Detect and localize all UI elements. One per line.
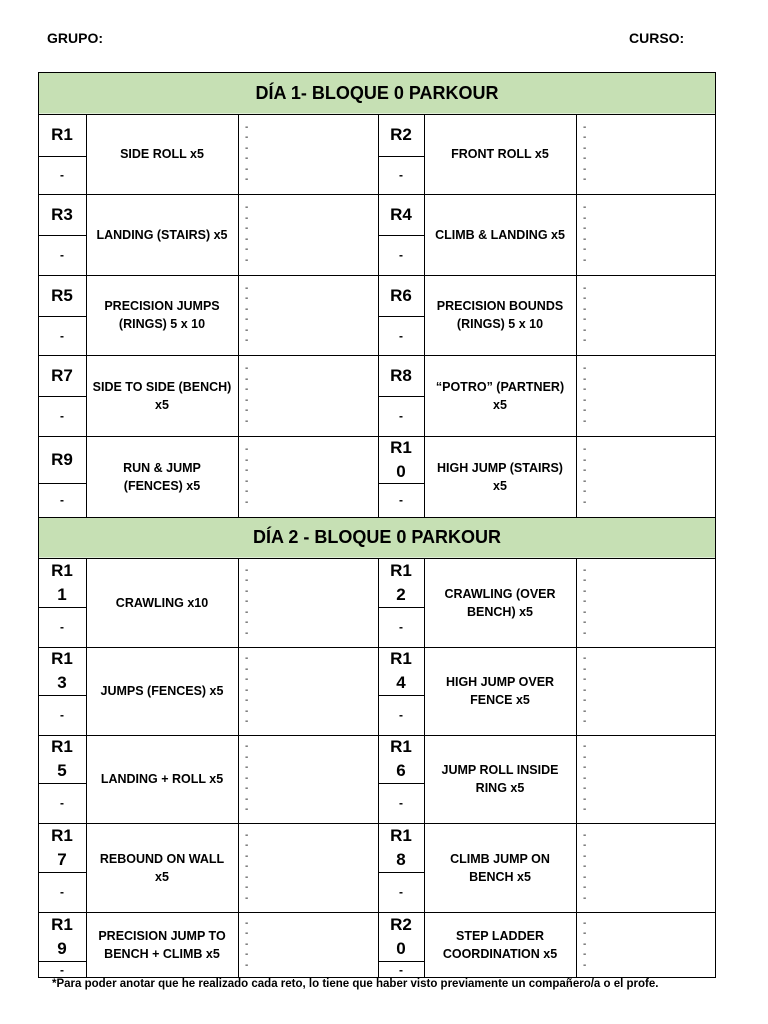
challenge-code-part: R1 bbox=[51, 125, 73, 144]
check-dash-list bbox=[583, 825, 603, 910]
check-dash-list bbox=[583, 737, 603, 821]
challenge-code bbox=[378, 436, 424, 483]
code-check-mark: - bbox=[399, 962, 403, 977]
challenge-code-part: 4 bbox=[396, 673, 406, 692]
check-dash: - bbox=[245, 959, 249, 971]
challenge-code-part: 3 bbox=[57, 673, 67, 692]
check-dash: - bbox=[245, 121, 249, 133]
check-dash-list bbox=[245, 357, 265, 434]
challenge-code-part: R1 bbox=[390, 649, 412, 668]
check-dash-list bbox=[583, 116, 603, 192]
challenge-task: CRAWLING x10 bbox=[115, 595, 209, 610]
challenge-task: STEP LADDER COORDINATION x5 bbox=[442, 929, 558, 961]
challenge-code-part: R1 bbox=[390, 560, 412, 580]
check-dash: - bbox=[245, 917, 249, 929]
check-dash: - bbox=[245, 705, 249, 717]
check-dash: - bbox=[245, 663, 249, 675]
check-dash: - bbox=[583, 959, 587, 971]
check-dash: - bbox=[583, 751, 587, 763]
challenge-task: HIGH JUMP OVER FENCE x5 bbox=[445, 675, 555, 707]
check-dash: - bbox=[583, 783, 587, 795]
check-dash: - bbox=[583, 394, 587, 406]
check-dash-list bbox=[245, 277, 265, 353]
code-check-mark: - bbox=[60, 962, 64, 977]
check-dash: - bbox=[583, 254, 587, 266]
check-dash: - bbox=[583, 324, 587, 336]
challenge-code-part: 0 bbox=[396, 461, 406, 481]
challenge-code bbox=[378, 355, 424, 396]
check-dash: - bbox=[583, 486, 587, 497]
check-dash: - bbox=[245, 174, 249, 185]
code-check-mark: - bbox=[60, 620, 64, 634]
challenge-task: LANDING + ROLL x5 bbox=[100, 772, 224, 786]
curso-label: CURSO: bbox=[629, 30, 685, 46]
check-dash: - bbox=[583, 928, 587, 940]
check-dash: - bbox=[583, 415, 587, 427]
check-dash: - bbox=[245, 314, 249, 325]
check-dash: - bbox=[583, 772, 587, 784]
check-dash: - bbox=[245, 793, 249, 805]
challenge-code bbox=[378, 647, 424, 695]
check-dash: - bbox=[583, 132, 587, 143]
check-dash: - bbox=[245, 223, 249, 234]
challenge-code bbox=[38, 647, 86, 695]
challenge-code bbox=[378, 823, 424, 872]
check-dash-list bbox=[583, 560, 603, 645]
check-dash: - bbox=[245, 564, 249, 576]
check-dash-list bbox=[245, 649, 265, 733]
challenge-code-part: R1 bbox=[390, 437, 412, 457]
check-dash: - bbox=[583, 405, 587, 416]
check-dash: - bbox=[245, 882, 249, 894]
check-dash-list bbox=[245, 914, 265, 976]
check-dash: - bbox=[583, 882, 587, 894]
check-dash: - bbox=[583, 829, 587, 841]
check-dash: - bbox=[583, 850, 587, 862]
code-check-mark: - bbox=[399, 885, 403, 899]
check-dash: - bbox=[245, 695, 249, 707]
challenge-code-part: 5 bbox=[57, 761, 67, 780]
challenge-task: FRONT ROLL x5 bbox=[451, 147, 549, 161]
check-dash: - bbox=[583, 444, 587, 455]
challenge-code-part: 0 bbox=[396, 938, 406, 958]
challenge-code-part: R2 bbox=[390, 125, 412, 144]
check-dash: - bbox=[583, 575, 587, 587]
check-dash: - bbox=[245, 585, 249, 597]
challenge-code bbox=[378, 275, 424, 316]
check-dash: - bbox=[583, 617, 587, 629]
challenge-code-part: R4 bbox=[390, 204, 412, 224]
check-dash: - bbox=[245, 928, 249, 940]
code-check-mark: - bbox=[399, 248, 403, 262]
check-dash: - bbox=[245, 233, 249, 245]
check-dash: - bbox=[583, 938, 587, 950]
check-dash: - bbox=[583, 314, 587, 325]
check-dash: - bbox=[245, 871, 249, 883]
check-dash: - bbox=[245, 153, 249, 164]
check-dash: - bbox=[245, 303, 249, 315]
check-dash: - bbox=[245, 716, 249, 728]
code-check-mark: - bbox=[60, 168, 64, 182]
check-dash-list bbox=[245, 560, 265, 645]
challenge-task: JUMPS (FENCES) x5 bbox=[100, 684, 224, 698]
check-dash-list bbox=[245, 116, 265, 192]
code-check-mark: - bbox=[60, 796, 64, 810]
check-dash: - bbox=[245, 617, 249, 629]
check-dash: - bbox=[583, 871, 587, 883]
challenge-task: CLIMB JUMP ON BENCH x5 bbox=[450, 851, 550, 884]
check-dash: - bbox=[583, 496, 587, 508]
challenge-code bbox=[38, 912, 86, 961]
check-dash: - bbox=[245, 949, 249, 961]
check-dash: - bbox=[245, 892, 249, 904]
challenge-code bbox=[38, 436, 86, 483]
challenge-code bbox=[378, 735, 424, 783]
challenge-code-part: 2 bbox=[396, 584, 406, 604]
check-dash: - bbox=[583, 762, 587, 774]
check-dash: - bbox=[245, 475, 249, 487]
challenge-task: CRAWLING (OVER BENCH) x5 bbox=[444, 586, 556, 619]
check-dash: - bbox=[245, 575, 249, 587]
code-check-mark: - bbox=[399, 708, 403, 722]
check-dash: - bbox=[245, 684, 249, 696]
check-dash: - bbox=[245, 751, 249, 763]
challenge-code bbox=[378, 114, 424, 156]
check-dash: - bbox=[583, 212, 587, 224]
challenge-code bbox=[38, 114, 86, 156]
challenge-code-part: R1 bbox=[51, 737, 73, 756]
check-dash: - bbox=[245, 163, 249, 175]
check-dash: - bbox=[245, 454, 249, 466]
day1-title: DÍA 1- BLOQUE 0 PARKOUR bbox=[255, 82, 499, 103]
check-dash: - bbox=[583, 804, 587, 816]
challenge-task: PRECISION BOUNDS (RINGS) 5 x 10 bbox=[436, 299, 564, 331]
check-dash: - bbox=[245, 486, 249, 497]
check-dash-list bbox=[583, 357, 603, 434]
check-dash: - bbox=[583, 335, 587, 346]
check-dash-list bbox=[583, 649, 603, 733]
check-dash: - bbox=[583, 475, 587, 487]
check-dash: - bbox=[583, 564, 587, 576]
check-dash: - bbox=[245, 254, 249, 266]
code-check-mark: - bbox=[60, 328, 64, 343]
check-dash: - bbox=[245, 606, 249, 618]
check-dash: - bbox=[245, 373, 249, 385]
challenge-code-part: R8 bbox=[390, 365, 412, 385]
check-dash: - bbox=[583, 674, 587, 686]
check-dash: - bbox=[583, 684, 587, 696]
check-dash: - bbox=[245, 324, 249, 336]
code-check-mark: - bbox=[399, 168, 403, 182]
challenge-task: CLIMB & LANDING x5 bbox=[435, 227, 565, 242]
check-dash: - bbox=[583, 282, 587, 294]
footnote: *Para poder anotar que he realizado cada reto, lo tiene que haber visto previamente un compañero/a o el profe. bbox=[52, 978, 659, 990]
check-dash: - bbox=[245, 202, 249, 213]
check-dash: - bbox=[245, 596, 249, 608]
check-dash: - bbox=[245, 415, 249, 427]
challenge-code-part: 8 bbox=[396, 849, 406, 869]
check-dash: - bbox=[583, 861, 587, 873]
challenge-task: RUN & JUMP (FENCES) x5 bbox=[123, 460, 201, 493]
check-dash: - bbox=[245, 829, 249, 841]
check-dash: - bbox=[245, 282, 249, 294]
challenge-task: “POTRO” (PARTNER) x5 bbox=[435, 379, 565, 412]
check-dash: - bbox=[245, 938, 249, 950]
challenge-code-part: R2 bbox=[390, 914, 412, 934]
code-check-mark: - bbox=[399, 620, 403, 634]
check-dash: - bbox=[583, 163, 587, 175]
check-dash: - bbox=[245, 363, 249, 374]
code-check-mark: - bbox=[399, 328, 403, 343]
code-check-mark: - bbox=[60, 248, 64, 262]
challenge-task: REBOUND ON WALL x5 bbox=[99, 851, 225, 884]
code-check-mark: - bbox=[60, 885, 64, 899]
challenge-code bbox=[378, 558, 424, 607]
challenge-code-part: R1 bbox=[390, 825, 412, 845]
challenge-code bbox=[38, 735, 86, 783]
check-dash: - bbox=[583, 596, 587, 608]
check-dash: - bbox=[245, 783, 249, 795]
challenge-code bbox=[38, 355, 86, 396]
challenge-code bbox=[38, 823, 86, 872]
check-dash: - bbox=[583, 663, 587, 675]
challenge-code-part: R1 bbox=[51, 560, 73, 580]
check-dash: - bbox=[245, 496, 249, 508]
check-dash: - bbox=[583, 202, 587, 213]
check-dash: - bbox=[245, 653, 249, 665]
check-dash: - bbox=[245, 394, 249, 406]
check-dash-list bbox=[245, 438, 265, 515]
challenge-code-part: R6 bbox=[390, 285, 412, 305]
check-dash: - bbox=[583, 741, 587, 753]
challenge-code bbox=[38, 558, 86, 607]
check-dash: - bbox=[583, 585, 587, 597]
check-dash: - bbox=[245, 850, 249, 862]
challenge-code bbox=[378, 912, 424, 961]
challenge-code bbox=[38, 194, 86, 235]
check-dash: - bbox=[583, 223, 587, 234]
check-dash: - bbox=[245, 244, 249, 255]
challenge-code-part: R1 bbox=[51, 825, 73, 845]
code-check-mark: - bbox=[60, 493, 64, 507]
check-dash: - bbox=[583, 303, 587, 315]
check-dash: - bbox=[245, 762, 249, 774]
check-dash-list bbox=[245, 737, 265, 821]
check-dash-list bbox=[245, 825, 265, 910]
challenge-task: JUMP ROLL INSIDE RING x5 bbox=[441, 763, 559, 795]
challenge-code-part: R7 bbox=[51, 365, 73, 385]
check-dash: - bbox=[583, 840, 587, 852]
challenge-code-part: R1 bbox=[390, 737, 412, 756]
challenge-task: PRECISION JUMPS (RINGS) 5 x 10 bbox=[104, 299, 220, 331]
check-dash: - bbox=[245, 627, 249, 639]
code-check-mark: - bbox=[60, 708, 64, 722]
check-dash: - bbox=[245, 384, 249, 395]
challenge-code-part: 1 bbox=[57, 584, 67, 604]
check-dash: - bbox=[583, 373, 587, 385]
check-dash: - bbox=[583, 695, 587, 707]
check-dash: - bbox=[583, 293, 587, 304]
check-dash: - bbox=[583, 653, 587, 665]
challenge-sheet bbox=[38, 72, 716, 978]
code-check-mark: - bbox=[399, 409, 403, 423]
code-check-mark: - bbox=[399, 796, 403, 810]
check-dash: - bbox=[245, 212, 249, 224]
challenge-code-part: 7 bbox=[57, 849, 67, 869]
check-dash: - bbox=[245, 132, 249, 143]
code-check-mark: - bbox=[399, 493, 403, 507]
check-dash: - bbox=[245, 804, 249, 816]
check-dash: - bbox=[583, 606, 587, 618]
challenge-task: LANDING (STAIRS) x5 bbox=[96, 227, 228, 242]
check-dash-list bbox=[583, 914, 603, 976]
check-dash: - bbox=[583, 465, 587, 476]
check-dash: - bbox=[583, 363, 587, 374]
challenge-task: SIDE TO SIDE (BENCH) x5 bbox=[92, 379, 232, 412]
check-dash: - bbox=[583, 233, 587, 245]
check-dash: - bbox=[583, 174, 587, 185]
challenge-code-part: R1 bbox=[51, 649, 73, 668]
check-dash: - bbox=[583, 384, 587, 395]
grupo-label: GRUPO: bbox=[47, 30, 103, 46]
check-dash: - bbox=[583, 917, 587, 929]
check-dash: - bbox=[245, 840, 249, 852]
check-dash-list bbox=[583, 196, 603, 273]
check-dash-list bbox=[245, 196, 265, 273]
challenge-task: PRECISION JUMP TO BENCH + CLIMB x5 bbox=[98, 929, 226, 961]
check-dash: - bbox=[583, 244, 587, 255]
check-dash: - bbox=[583, 627, 587, 639]
check-dash: - bbox=[583, 793, 587, 805]
check-dash: - bbox=[245, 772, 249, 784]
challenge-code-part: R9 bbox=[51, 449, 73, 469]
check-dash: - bbox=[583, 949, 587, 961]
check-dash: - bbox=[245, 741, 249, 753]
check-dash: - bbox=[583, 153, 587, 164]
challenge-task: SIDE ROLL x5 bbox=[120, 147, 204, 161]
check-dash: - bbox=[245, 293, 249, 304]
check-dash: - bbox=[245, 444, 249, 455]
check-dash: - bbox=[583, 716, 587, 728]
code-check-mark: - bbox=[60, 409, 64, 423]
challenge-code bbox=[38, 275, 86, 316]
challenge-code-part: 6 bbox=[396, 761, 406, 780]
check-dash: - bbox=[245, 861, 249, 873]
check-dash: - bbox=[245, 142, 249, 154]
challenge-code-part: R3 bbox=[51, 204, 73, 224]
check-dash: - bbox=[245, 465, 249, 476]
check-dash-list bbox=[583, 277, 603, 353]
challenge-code-part: 9 bbox=[57, 938, 67, 958]
challenge-code bbox=[378, 194, 424, 235]
challenge-code-part: R5 bbox=[51, 285, 73, 305]
day2-title: DÍA 2 - BLOQUE 0 PARKOUR bbox=[252, 527, 502, 547]
check-dash: - bbox=[245, 405, 249, 416]
check-dash: - bbox=[583, 892, 587, 904]
challenge-code-part: R1 bbox=[51, 914, 73, 934]
check-dash: - bbox=[583, 121, 587, 133]
check-dash-list bbox=[583, 438, 603, 515]
check-dash: - bbox=[245, 335, 249, 346]
check-dash: - bbox=[583, 142, 587, 154]
challenge-task: HIGH JUMP (STAIRS) x5 bbox=[437, 460, 563, 493]
check-dash: - bbox=[583, 454, 587, 466]
check-dash: - bbox=[245, 674, 249, 686]
check-dash: - bbox=[583, 705, 587, 717]
